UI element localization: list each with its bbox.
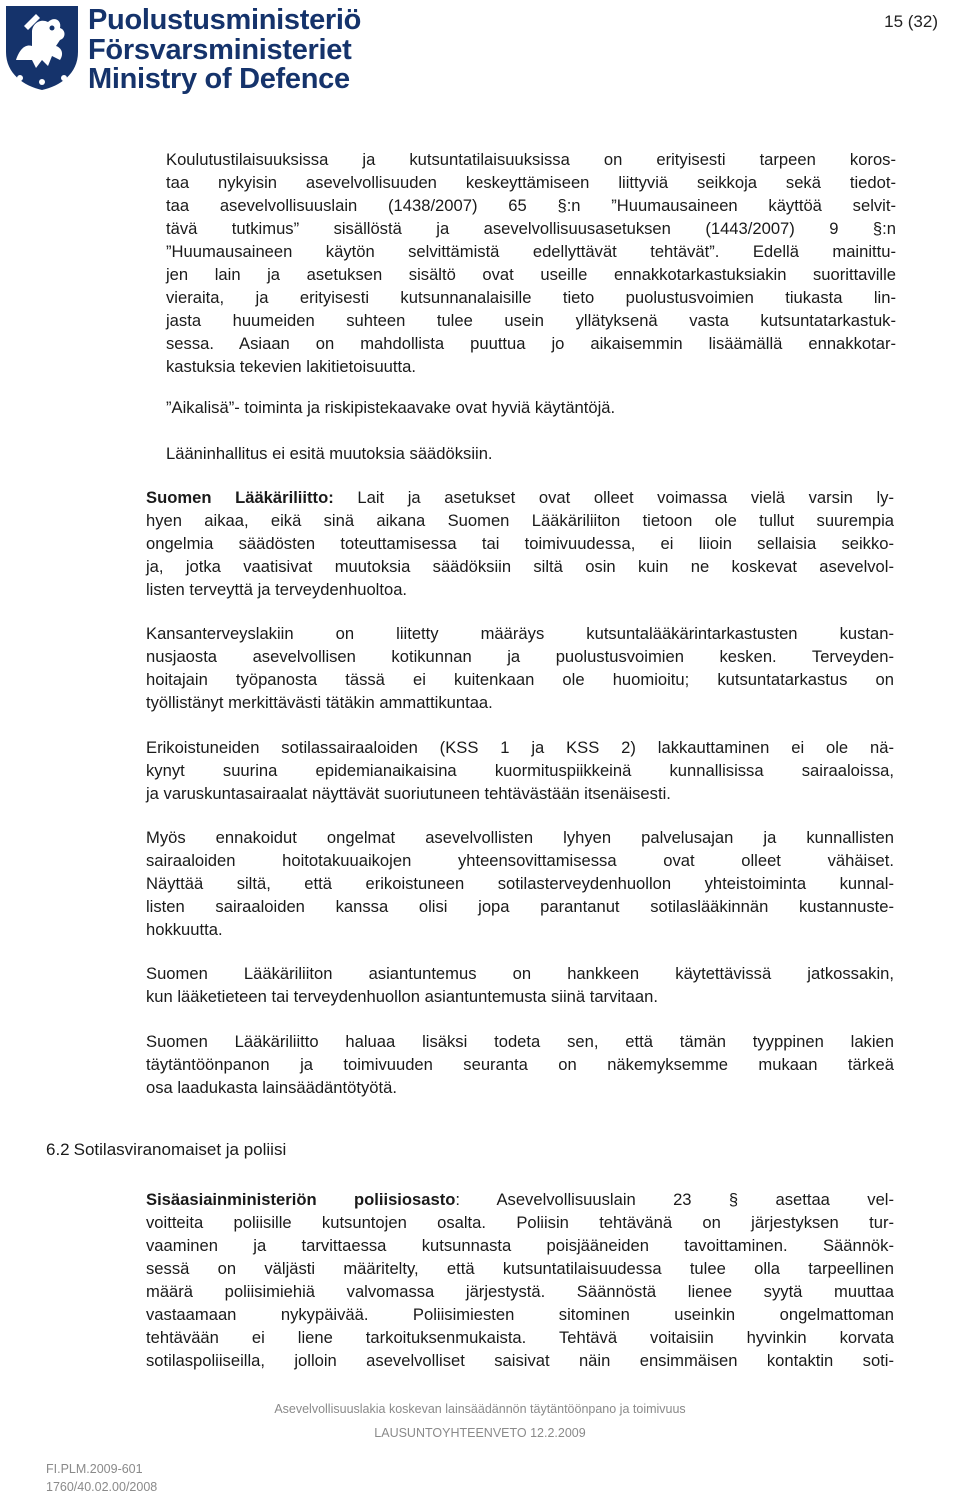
logo-text-finnish: Puolustusministeriö <box>88 4 362 36</box>
text-line: täytäntöönpanon ja toimivuuden seuranta on näkemyksemme mukaan tärkeä <box>146 1055 894 1074</box>
text-line: kastuksia tekevien lakitietoisuutta. <box>166 357 416 376</box>
text-line: vaaminen ja tarvittaessa kutsunnasta poisjääneiden tavoittaminen. Säännök- <box>146 1236 894 1255</box>
text-line: Koulutustilaisuuksissa ja kutsuntatilaisuuksissa on erityisesti tarpeen koros- <box>166 150 896 169</box>
paragraph-expertise <box>146 962 894 1008</box>
text-line: Kansanterveyslakiin on liitetty määräys kutsuntalääkärintarkastusten kustan- <box>146 624 894 643</box>
text-line: Lääninhallitus ei esitä muutoksia säädöksiin. <box>166 444 493 463</box>
text-line: nusjaosta asevelvollisen kotikunnan ja puolustusvoimien kesken. Terveyden- <box>146 647 894 666</box>
text-line: taa asevelvollisuuslain (1438/2007) 65 §:n ”Huumausaineen käyttöä selvit- <box>166 196 896 215</box>
logo-text-english: Ministry of Defence <box>88 63 350 95</box>
text-line: ja varuskuntasairaalat näyttävät suoriutuneen tehtävästään itsenäisesti. <box>146 784 671 803</box>
organization-name: Suomen Lääkäriliitto: <box>146 488 334 507</box>
text-line: Suomen Lääkäriliitto haluaa lisäksi todeta sen, että tämän tyyppinen lakien <box>146 1032 894 1051</box>
paragraph-police-department <box>146 1188 894 1372</box>
text-line: Myös ennakoidut ongelmat asevelvollisten lyhyen palvelusajan ja kunnallisten <box>146 828 894 847</box>
organization-name: Sisäasiainministeriön poliisiosasto <box>146 1190 456 1209</box>
text-line: tävä tutkimus” sisällöstä ja asevelvollisuusasetuksen (1443/2007) 9 §:n <box>166 219 896 238</box>
lion-emblem-icon <box>2 2 82 92</box>
text-line: sotilaspoliiseilla, jolloin asevelvolliset saisivat näin ensimmäisen kontaktin soti- <box>146 1351 894 1370</box>
footer-document-title: Asevelvollisuuslakia koskevan lainsäädännön täytäntöönpano ja toimivuus <box>274 1402 686 1416</box>
text-line: ”Huumausaineen käytön selvittämistä edellyttävät tehtävät”. Edellä mainittu- <box>166 242 896 261</box>
text-line: kun lääketieteen tai terveydenhuollon asiantuntemusta siinä tarvitaan. <box>146 987 658 1006</box>
section-title: Sotilasviranomaiset ja poliisi <box>73 1140 287 1159</box>
text-line: ja, jotka vaatisivat muutoksia säädöksiin siltä osin kuin ne koskevat asevelvol- <box>146 557 894 576</box>
text-line: työllistänyt merkittävästi tätäkin ammattikuntaa. <box>146 693 493 712</box>
text-line: taa nykyisin asevelvollisuuden keskeyttämiseen liittyviä seikkoja sekä tiedot- <box>166 173 896 192</box>
text-line: jasta huumeiden suhteen tulee usein yllätyksenä vasta kutsuntatarkastuk- <box>166 311 896 330</box>
text-line: osa laadukasta lainsäädäntötyötä. <box>146 1078 397 1097</box>
paragraph-timeout-practice <box>166 396 896 419</box>
section-number: 6.2 <box>46 1140 70 1159</box>
text-line: listen sairaaloiden kanssa olisi jopa parantanut sotilaslääkinnän kustannuste- <box>146 897 894 916</box>
section-heading <box>46 1140 290 1160</box>
paragraph-monitoring <box>146 1030 894 1099</box>
text-line: jen lain ja asetuksen sisältö ovat useille ennakkotarkastuksiakin suorittaville <box>166 265 896 284</box>
text-line: tehtävään ei liene tarkoituksenmukaista. Tehtävä voitaisiin hyvinkin korvata <box>146 1328 894 1347</box>
text-line: hoitajain työpanosta tässä ei kuitenkaan ole huomioitu; kutsuntatarkastus on <box>146 670 894 689</box>
text-line: Suomen Lääkäriliiton asiantuntemus on hankkeen käytettävissä jatkossakin, <box>146 964 894 983</box>
text-line: sessa. Asiaan on mahdollista puuttua jo aikaisemmin lisäämällä ennakkotar- <box>166 334 896 353</box>
text-line: sessä on väljästi määritelty, että kutsuntatilaisuudessa tulee olla tarpeellinen <box>146 1259 894 1278</box>
text-line: voitteita poliisille kutsuntojen osalta. Poliisin tehtävänä on järjestyksen tur- <box>146 1213 894 1232</box>
document-file-number: 1760/40.02.00/2008 <box>46 1480 158 1494</box>
text-line: hyen aikaa, eikä sinä aikana Suomen Lääkäriliiton tietoon ole tullut suurempia <box>146 511 894 530</box>
text-line: sairaaloiden hoitotakuuaikojen yhteensovittamisessa ovat olleet vähäiset. <box>146 851 894 870</box>
paragraph-service-time <box>146 826 894 941</box>
text-line: ”Aikalisä”- toiminta ja riskipistekaavake ovat hyviä käytäntöjä. <box>166 398 616 417</box>
logo-text-swedish: Försvarsministeriet <box>88 34 352 66</box>
footer-document-type: LAUSUNTOYHTEENVETO 12.2.2009 <box>374 1426 586 1440</box>
paragraph-public-health-act <box>146 622 894 714</box>
paragraph-county-government <box>166 442 896 465</box>
text-line: määrä poliisimiehiä valvomassa järjestystä. Säännöstä lienee syytä muuttaa <box>146 1282 894 1301</box>
document-reference-code: FI.PLM.2009-601 <box>46 1462 143 1476</box>
paragraph-medical-association <box>146 486 894 601</box>
text-line: vieraita, ja erityisesti kutsunnanalaisille tieto puolustusvoimien tiukasta lin- <box>166 288 896 307</box>
text-line: listen terveyttä ja terveydenhuoltoa. <box>146 580 408 599</box>
ministry-logo <box>0 0 360 96</box>
text-line: hokkuutta. <box>146 920 223 939</box>
paragraph-training-events <box>166 148 896 378</box>
paragraph-military-hospitals <box>146 736 894 805</box>
text-line: vastaamaan nykypäivää. Poliisimiesten sitominen useinkin ongelmattoman <box>146 1305 894 1324</box>
text-line: kynyt suurina epidemianaikaisina kuormituspiikkeinä kunnallisissa sairaaloissa, <box>146 761 894 780</box>
text-line: Näyttää siltä, että erikoistuneen sotilasterveydenhuollon yhteistoiminta kunnal- <box>146 874 894 893</box>
page-number: 15 (32) <box>884 12 938 31</box>
text-line: Erikoistuneiden sotilassairaaloiden (KSS 1 ja KSS 2) lakkauttaminen ei ole nä- <box>146 738 894 757</box>
text-line: Sisäasiainministeriön poliisiosasto: Asevelvollisuuslain 23 § asettaa vel- <box>146 1190 895 1209</box>
text-line: Suomen Lääkäriliitto: Lait ja asetukset ovat olleet voimassa vielä varsin ly- <box>146 488 894 507</box>
text-line: ongelmia säädösten toteuttamisessa tai toimivuudessa, ei liioin sellaisia seikko- <box>146 534 894 553</box>
